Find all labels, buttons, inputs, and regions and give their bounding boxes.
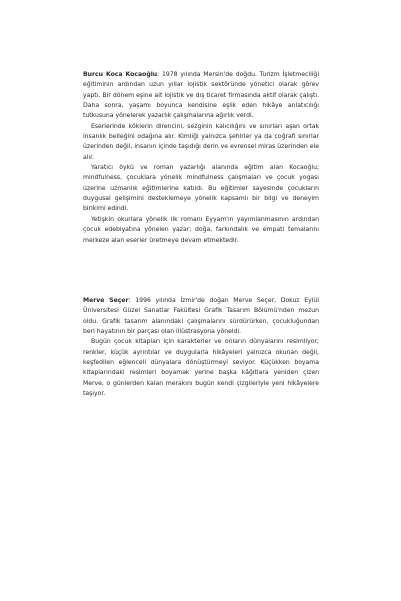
author-bio [83, 70, 319, 246]
author-bio-intro [83, 70, 319, 122]
illustrator-bio [83, 296, 319, 399]
illustrator-intro-text: : 1996 yılında İzmir'de doğan Merve Seçer, Dokuz Eylül Üniversitesi Güzel Sanatlar Fakültesi Grafik Tasarım Bölümü'nden mezun oldu. Grafik tasarım alanındaki çalışmalarını sürdürürken, çocukluğundan beri hayatının bir parçası olan illüstrasyona yöneldi. [83, 297, 319, 336]
illustrator-paragraph: Bugün çocuk kitapları için karakterler ve onların dünyalarını resimliyor; renkler, küçük ayrıntılar ve duygularla hikâyeleri yalnızca okunan değil, keşfedilen eğlenceli dünyalara dönüştürmeyi seviyor. Küçükken boyama kitaplarındaki resimleri boyamak yerine başka kâğıtlara yeniden çizen Merve, o günlerden kalan merakını bugün kendi çizgileriyle yeni hikâyelere taşıyor. [83, 338, 319, 398]
illustrator-bio-intro [83, 296, 319, 337]
author-paragraph: Yaratıcı öykü ve roman yazarlığı alanında eğitim alan Kocaoğlu; mindfulness, çocuklara yönelik mindfulness çalışmaları ve çocuk yogası üzerine uzmanlık eğitimlerine katıldı. Bu eğitimler sayesinde çocukların duygusal gelişimini desteklemeye yönelik kapsamlı bir bilgi ve deneyim birikimi edindi. [83, 164, 319, 213]
author-name: Burcu Koca Kocaoğlu [83, 71, 158, 78]
illustrator-name: Merve Seçer [83, 297, 129, 304]
author-intro-text: : 1978 yılında Mersin'de doğdu. Turizm İşletmeciliği eğitiminin ardından uzun yıllar lojistik sektöründe yönetici olarak görev yaptı. Bir dönem eşine ait lojistik ve dış ticaret firmasında aktif olarak çalıştı. Daha sonra, yaşamı boyunca kendisine eşlik eden hikâye anlatıcılığı tutkusuna yönelerek yazarlık çalışmalarına ağırlık verdi. [83, 71, 320, 120]
author-paragraph: Yetişkin okurlara yönelik ilk romanı Eyyam'ın yayımlanmasının ardından çocuk edebiyatına yönelen yazar; doğa, farkındalık ve empati temalarını merkeze alan eserler üretmeye devam etmektedir. [83, 215, 319, 244]
author-paragraph: Eserlerinde köklerin direncini, sezginin kalıcılığını ve sınırları aşan ortak insanlık belleğini odağına alır. Kimliği yalnızca şehirler ya da coğrafi sınırlar üzerinden değil, insanın içinde taşıdığı derin ve evrensel miras üzerinden ele alır. [83, 122, 319, 161]
